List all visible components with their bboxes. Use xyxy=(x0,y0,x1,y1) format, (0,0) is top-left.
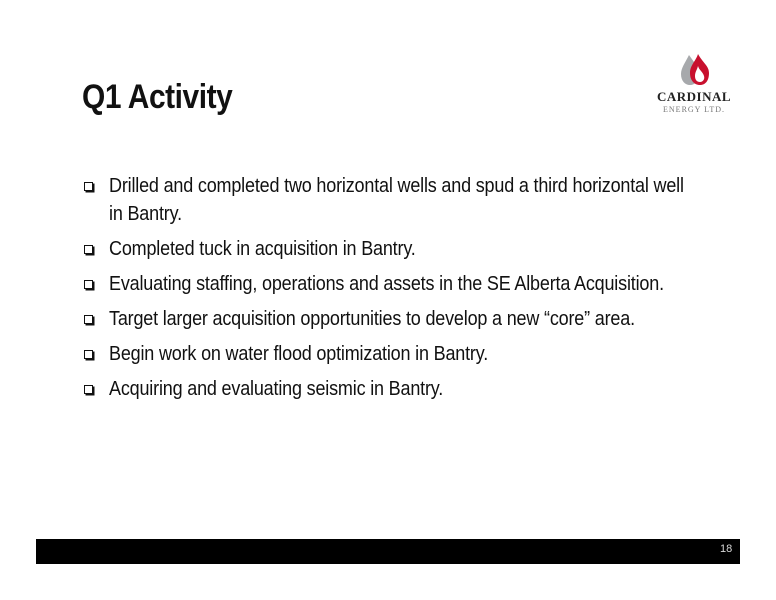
activity-bullet xyxy=(84,340,724,368)
activity-bullet xyxy=(84,375,724,403)
footer-bar xyxy=(36,539,740,564)
hollow-square-bullet-icon xyxy=(84,350,93,359)
logo-subtitle: ENERGY LTD. xyxy=(663,105,725,114)
activity-bullet-text: Completed tuck in acquisition in Bantry. xyxy=(109,238,416,260)
activity-bullet-text: Evaluating staffing, operations and assets in the SE Alberta Acquisition. xyxy=(109,273,664,295)
hollow-square-bullet-icon xyxy=(84,182,93,191)
activity-bullet xyxy=(84,172,724,228)
hollow-square-bullet-icon xyxy=(84,315,93,324)
logo-name: CARDINAL xyxy=(656,89,732,104)
cardinal-energy-logo xyxy=(650,50,738,122)
hollow-square-bullet-icon xyxy=(84,280,93,289)
hollow-square-bullet-icon xyxy=(84,385,93,394)
activity-bullet xyxy=(84,270,724,298)
activity-bullet xyxy=(84,235,724,263)
slide-title: Q1 Activity xyxy=(82,78,233,116)
activity-bullet-text: Drilled and completed two horizontal wells and spud a third horizontal well in Bantry. xyxy=(109,175,684,225)
hollow-square-bullet-icon xyxy=(84,245,93,254)
activity-bullet-text: Acquiring and evaluating seismic in Bantry. xyxy=(109,378,444,400)
activity-bullet xyxy=(84,305,724,333)
activity-bullet-list xyxy=(84,172,724,410)
activity-bullet-text: Begin work on water flood optimization in Bantry. xyxy=(109,343,489,365)
page-number: 18 xyxy=(720,543,733,555)
activity-bullet-text: Target larger acquisition opportunities to develop a new “core” area. xyxy=(109,308,635,330)
cardinal-flame-drop-icon xyxy=(680,50,710,88)
